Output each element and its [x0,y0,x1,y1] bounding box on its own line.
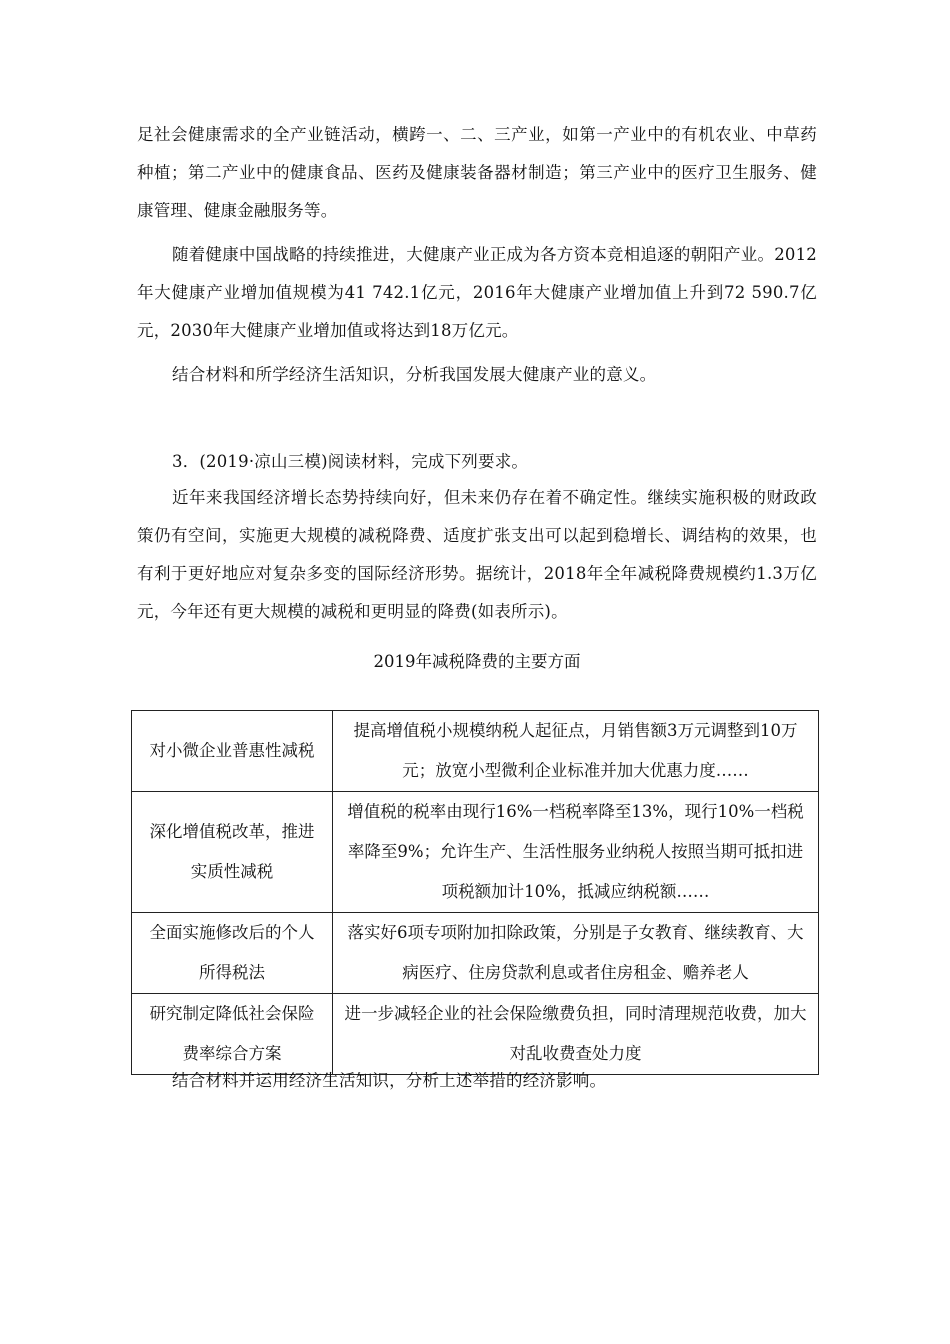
paragraph-industry-growth: 随着健康中国战略的持续推进，大健康产业正成为各方资本竞相追逐的朝阳产业。2012年大健康产业增加值规模为41 742.1亿元，2016年大健康产业增加值上升到72 590.7亿元，2030年大健康产业增加值或将达到18万亿元。 [137,245,817,340]
table-cell-category: 研究制定降低社会保险费率综合方案 [132,994,333,1075]
table-cell-category: 对小微企业普惠性减税 [132,711,333,792]
table-cell-detail: 增值税的税率由现行16%一档税率降至13%，现行10%一档税率降至9%；允许生产、生活性服务业纳税人按照当期可抵扣进项税额加计10%，抵减应纳税额…… [333,792,819,913]
paragraph-tax-material: 近年来我国经济增长态势持续向好，但未来仍存在着不确定性。继续实施积极的财政政策仍有空间，实施更大规模的减税降费、适度扩张支出可以起到稳增长、调结构的效果，也有利于更好地应对复杂多变的国际经济形势。据统计，2018年全年减税降费规模约1.3万亿元，今年还有更大规模的减税和更明显的降费(如表所示)。 [137,488,817,621]
table-caption: 2019年减税降费的主要方面 [373,652,581,671]
paragraph-industry-scope: 足社会健康需求的全产业链活动，横跨一、二、三产业，如第一产业中的有机农业、中草药种植；第二产业中的健康食品、医药及健康装备器材制造；第三产业中的医疗卫生服务、健康管理、健康金融服务等。 [137,125,817,220]
table-cell-detail: 进一步减轻企业的社会保险缴费负担，同时清理规范收费，加大对乱收费查处力度 [333,994,819,1075]
question-prompt-1: 结合材料和所学经济生活知识，分析我国发展大健康产业的意义。 [172,365,657,384]
table-cell-category: 深化增值税改革，推进实质性减税 [132,792,333,913]
table-cell-detail: 落实好6项专项附加扣除政策，分别是子女教育、继续教育、大病医疗、住房贷款利息或者住房租金、赡养老人 [333,913,819,994]
question-heading-3: 3．(2019·凉山三模)阅读材料，完成下列要求。 [172,452,529,471]
table-row [132,711,819,792]
table-cell-detail: 提高增值税小规模纳税人起征点，月销售额3万元调整到10万元；放宽小型微利企业标准并加大优惠力度…… [333,711,819,792]
tax-reduction-table [131,710,819,1075]
table-row [132,994,819,1075]
table-row [132,913,819,994]
table-cell-category: 全面实施修改后的个人所得税法 [132,913,333,994]
question-prompt-3: 结合材料并运用经济生活知识，分析上述举措的经济影响。 [172,1071,607,1090]
table-row [132,792,819,913]
